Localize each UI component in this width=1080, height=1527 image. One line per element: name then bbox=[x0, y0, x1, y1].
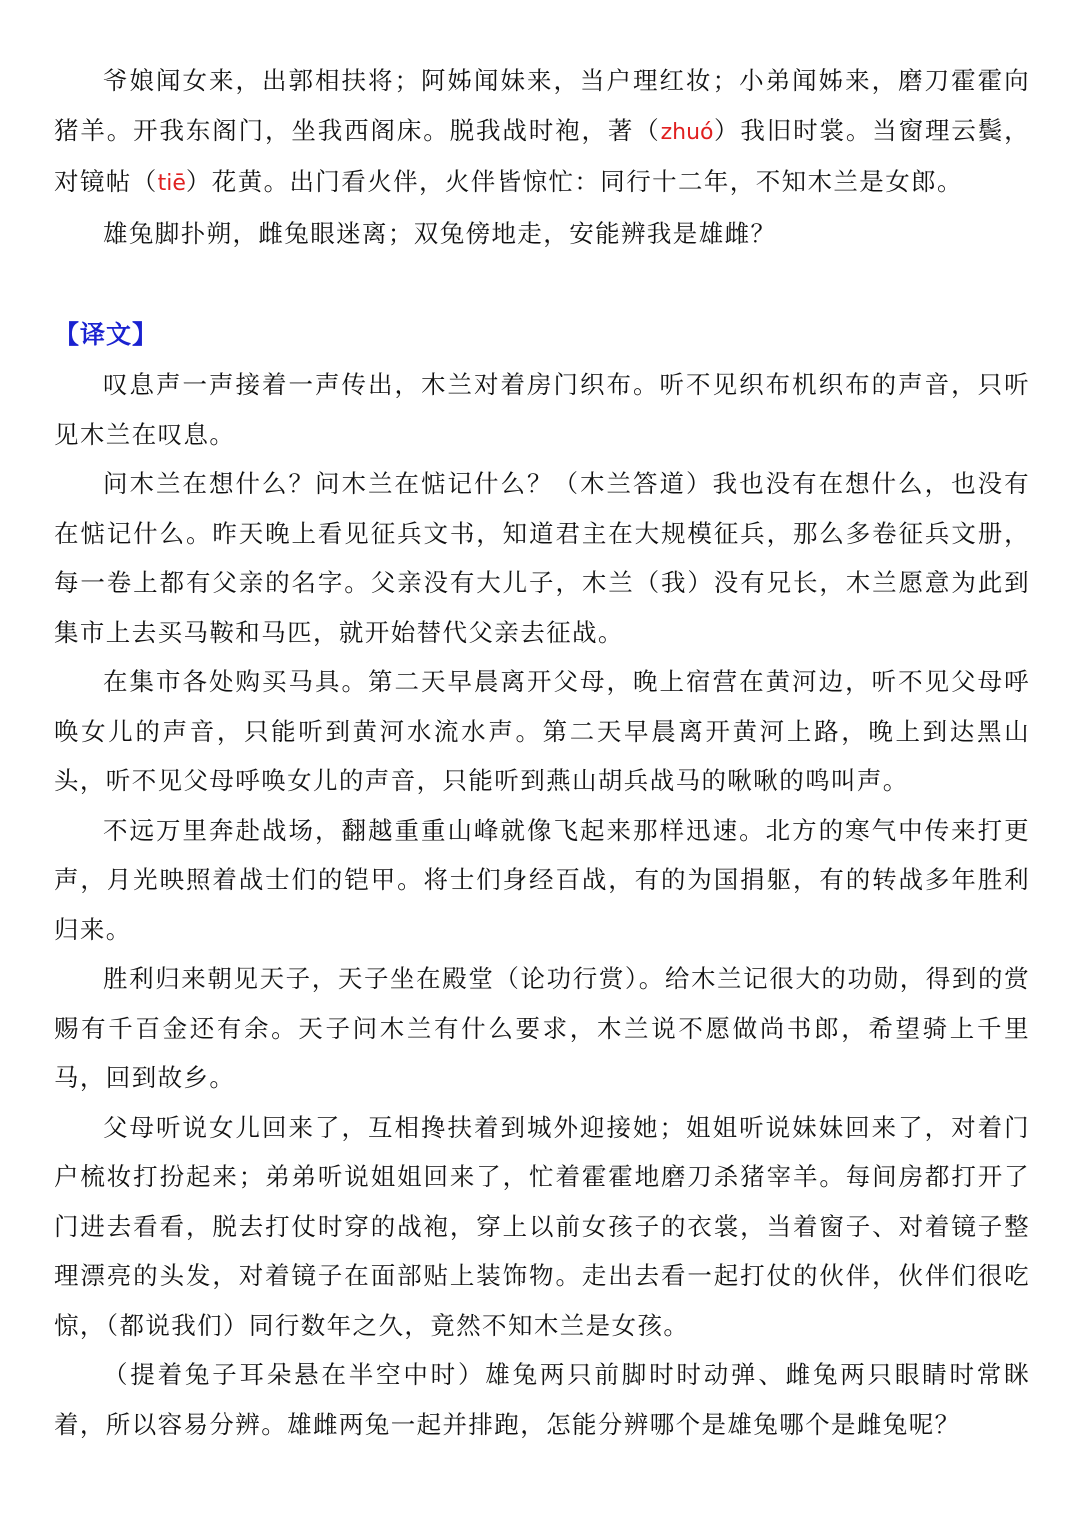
translation-paragraph-7: （提着兔子耳朵悬在半空中时）雄兔两只前脚时时动弹、雌兔两只眼睛时常眯着，所以容易分辨。雄雌两兔一起并排跑，怎能分辨哪个是雄兔哪个是雌兔呢？ bbox=[54, 1360, 1030, 1439]
translation-paragraph-2: 问木兰在想什么？问木兰在惦记什么？（木兰答道）我也没有在想什么，也没有在惦记什么。昨天晚上看见征兵文书，知道君主在大规模征兵，那么多卷征兵文册，每一卷上都有父亲的名字。父亲没有大儿子，木兰（我）没有兄长，木兰愿意为此到集市上去买马鞍和马匹，就开始替代父亲去征战。 bbox=[54, 469, 1030, 647]
original-p1-part3: ）花黄。出门看火伴，火伴皆惊忙：同行十二年，不知木兰是女郎。 bbox=[185, 167, 963, 196]
translation-paragraph-5: 胜利归来朝见天子，天子坐在殿堂（论功行赏）。给木兰记很大的功勋，得到的赏赐有千百金还有余。天子问木兰有什么要求，木兰说不愿做尚书郎，希望骑上千里马，回到故乡。 bbox=[54, 964, 1030, 1092]
pinyin-annotation-zhuo: zhuó bbox=[660, 119, 714, 145]
original-p1-part2: ）我旧时裳。当窗理云鬓，对镜帖（ bbox=[54, 115, 1030, 196]
pinyin-annotation-tie: tiē bbox=[157, 171, 186, 196]
original-paragraph-2: 雄兔脚扑朔，雌兔眼迷离；双兔傍地走，安能辨我是雄雌？ bbox=[103, 218, 777, 248]
translation-heading: 【译文】 bbox=[54, 320, 159, 349]
translation-paragraph-6: 父母听说女儿回来了，互相搀扶着到城外迎接她；姐姐听说妹妹回来了，对着门户梳妆打扮起来；弟弟听说姐姐回来了，忙着霍霍地磨刀杀猪宰羊。每间房都打开了门进去看看，脱去打仗时穿的战袍，穿上以前女孩子的衣裳，当着窗子、对着镜子整理漂亮的头发，对着镜子在面部贴上装饰物。走出去看一起打仗的伙伴，伙伴们很吃惊，（都说我们）同行数年之久，竟然不知木兰是女孩。 bbox=[54, 1112, 1030, 1340]
original-p1-part1: 爷娘闻女来，出郭相扶将；阿姊闻妹来，当户理红妆；小弟闻姊来，磨刀霍霍向猪羊。开我东阁门，坐我西阁床。脱我战时袍，著（ bbox=[54, 66, 1030, 145]
original-paragraph-1 bbox=[54, 56, 1030, 209]
document-page bbox=[54, 56, 1030, 1449]
section-spacer bbox=[54, 258, 1030, 310]
translation-paragraph-1: 叹息声一声接着一声传出，木兰对着房门织布。听不见织布机织布的声音，只听见木兰在叹息。 bbox=[54, 370, 1030, 449]
translation-paragraph-3: 在集市各处购买马具。第二天早晨离开父母，晚上宿营在黄河边，听不见父母呼唤女儿的声音，只能听到黄河水流水声。第二天早晨离开黄河上路，晚上到达黑山头，听不见父母呼唤女儿的声音，只能听到燕山胡兵战马的啾啾的鸣叫声。 bbox=[54, 667, 1030, 795]
translation-paragraph-4: 不远万里奔赴战场，翻越重重山峰就像飞起来那样迅速。北方的寒气中传来打更声，月光映照着战士们的铠甲。将士们身经百战，有的为国捐躯，有的转战多年胜利归来。 bbox=[54, 815, 1030, 944]
